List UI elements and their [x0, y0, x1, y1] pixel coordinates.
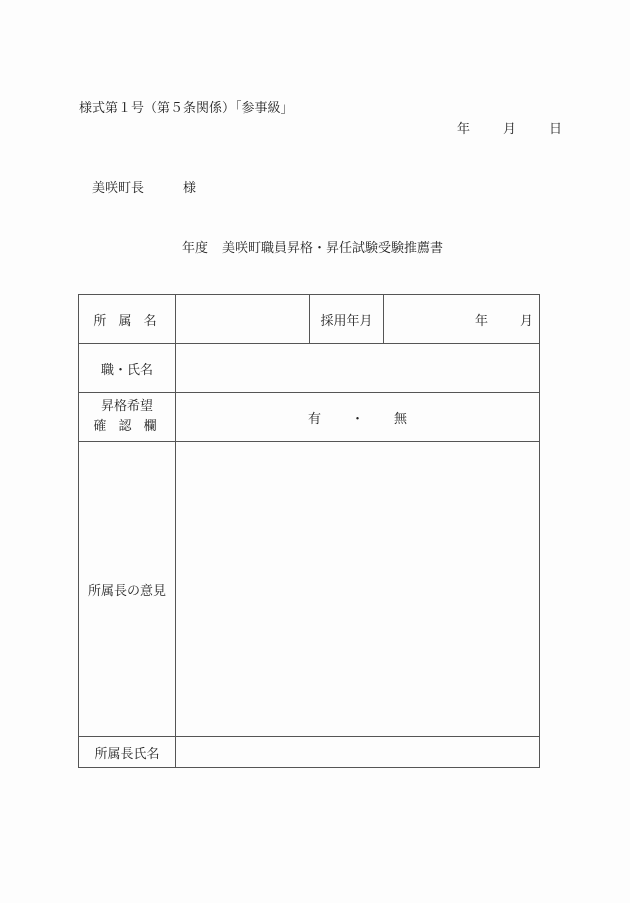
supervisor-name-field[interactable]: [176, 737, 540, 768]
promotion-wish-label-line2: 確 認 欄: [93, 419, 161, 434]
table-row-department: [79, 295, 540, 344]
date-month-label: 月: [503, 122, 517, 137]
table-row-position-name: [79, 344, 540, 393]
option-separator: ・: [350, 411, 364, 427]
hire-date-label: 採用年月: [310, 295, 384, 344]
department-field[interactable]: [176, 295, 310, 344]
position-name-field[interactable]: [176, 344, 540, 393]
hire-month-label: 月: [519, 313, 533, 329]
promotion-wish-label: [79, 393, 176, 442]
date-line: [457, 118, 562, 137]
recommendation-form-table: [78, 294, 540, 768]
promotion-wish-label-line1: 昇格希望: [100, 399, 153, 414]
title-year-prefix: 年度: [182, 241, 209, 256]
hire-year-label: 年: [474, 313, 488, 329]
supervisor-name-label: 所属長氏名: [79, 737, 176, 768]
title-main: 美咲町職員昇格・昇任試験受験推薦書: [222, 241, 444, 256]
table-row-supervisor-name: [79, 737, 540, 768]
position-name-label: 職・氏名: [79, 344, 176, 393]
date-day-label: 日: [549, 122, 563, 137]
form-number: 様式第１号（第５条関係）「参事級」: [79, 101, 294, 116]
table-row-promotion-wish: [79, 393, 540, 442]
document-title: [182, 237, 443, 256]
supervisor-opinion-label: 所属長の意見: [79, 442, 176, 737]
supervisor-opinion-field[interactable]: [176, 442, 540, 737]
option-no[interactable]: 無: [394, 411, 408, 427]
option-yes[interactable]: 有: [307, 411, 321, 427]
table-row-supervisor-opinion: [79, 442, 540, 737]
promotion-wish-options: [176, 393, 540, 442]
department-label: 所 属 名: [79, 295, 176, 344]
hire-date-field[interactable]: [384, 295, 540, 344]
addressee: [92, 177, 196, 196]
addressee-name: 美咲町長: [92, 181, 145, 196]
date-year-label: 年: [457, 122, 471, 137]
addressee-suffix: 様: [183, 181, 197, 196]
